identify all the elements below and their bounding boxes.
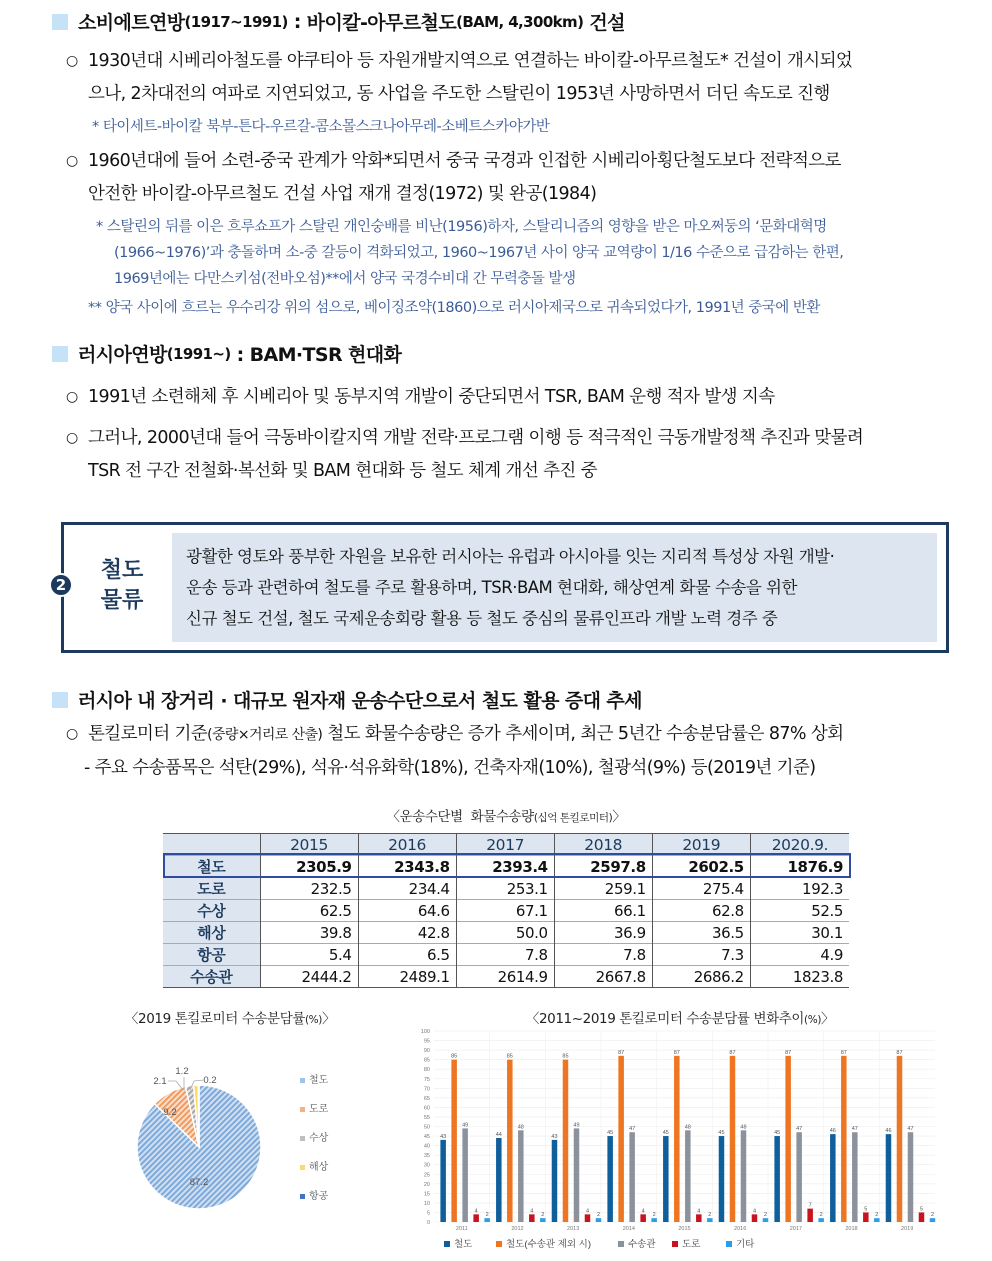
bar-value-label: 49 xyxy=(573,1122,580,1129)
y-tick-label: 55 xyxy=(423,1114,430,1121)
bar-value-label: 4 xyxy=(641,1208,645,1215)
y-tick-label: 75 xyxy=(423,1076,430,1083)
bar-value-label: 2 xyxy=(930,1212,935,1219)
bar xyxy=(440,1140,446,1222)
bullet-circle-icon: ○ xyxy=(66,430,78,446)
bar-value-label: 2 xyxy=(875,1212,879,1219)
pie-slice xyxy=(198,1085,199,1147)
legend-label: 항공 xyxy=(309,1191,329,1202)
y-tick-label: 15 xyxy=(423,1191,430,1198)
legend-label: 도로 xyxy=(682,1239,701,1250)
bullet-circle-icon: ○ xyxy=(66,389,78,405)
footnote-bam-route: * 타이세트-바이칼 북부-튼다-우르갈-콤소몰스크나아무레-소베트스카야가반 xyxy=(92,119,550,135)
bar xyxy=(484,1218,490,1222)
x-tick-label: 2017 xyxy=(789,1226,802,1232)
bar-value-label: 87 xyxy=(785,1049,792,1056)
bar-value-label: 4 xyxy=(585,1208,590,1215)
bar xyxy=(607,1136,613,1222)
y-tick-label: 85 xyxy=(423,1057,430,1064)
pie-slices xyxy=(137,1085,261,1209)
y-tick-label: 10 xyxy=(423,1200,430,1207)
bar xyxy=(874,1218,880,1222)
bar xyxy=(707,1218,713,1222)
bar xyxy=(763,1218,769,1222)
y-tick-label: 0 xyxy=(426,1220,430,1226)
bar xyxy=(930,1218,936,1222)
legend-swatch xyxy=(672,1241,678,1247)
section-heading-soviet: 소비에트연방 (1917~1991) : 바이칼-아무르철도 (BAM, 4,300km) 건설 xyxy=(52,8,625,35)
bar-value-label: 87 xyxy=(729,1049,736,1056)
legend-label: 철도 xyxy=(309,1075,329,1086)
bar xyxy=(807,1209,813,1222)
table-header-row: 2015 2016 2017 2018 2019 2020.9. xyxy=(163,834,849,856)
modal-share-pie-chart xyxy=(110,1030,370,1230)
bar xyxy=(507,1060,513,1222)
bar xyxy=(774,1136,780,1222)
bar-value-label: 2 xyxy=(763,1212,768,1219)
bar-value-label: 7 xyxy=(808,1202,812,1209)
heading-square-icon xyxy=(52,14,68,30)
legend-label: 철도 xyxy=(454,1239,473,1250)
bar-value-label: 47 xyxy=(851,1126,858,1133)
bar xyxy=(852,1132,858,1222)
bar xyxy=(529,1214,535,1222)
bar-value-label: 46 xyxy=(885,1128,892,1135)
table-caption: 〈운송수단별 화물수송량(십억 톤킬로미터)〉 xyxy=(386,809,626,825)
bar-value-label: 87 xyxy=(896,1049,903,1056)
y-tick-label: 80 xyxy=(423,1067,430,1074)
legend-swatch xyxy=(300,1107,305,1112)
bar-caption: 〈2011~2019 톤킬로미터 수송분담률 변화추이(%)〉 xyxy=(525,1011,835,1027)
bar-value-label: 85 xyxy=(451,1053,458,1060)
pie-value-label: 2.1 xyxy=(153,1076,167,1087)
y-tick-label: 65 xyxy=(423,1095,430,1102)
x-tick-label: 2011 xyxy=(455,1226,468,1232)
bar xyxy=(651,1218,657,1222)
legend-swatch xyxy=(726,1241,732,1247)
bullet-circle-icon: ○ xyxy=(66,726,78,742)
y-tick-label: 20 xyxy=(423,1181,430,1188)
sub-bullet-main-cargo: - 주요 수송품목은 석탄(29%), 석유·석유화학(18%), 건축자재(10%), 철광석(9%) 등(2019년 기준) xyxy=(84,758,816,778)
bar xyxy=(696,1214,702,1222)
bar-value-label: 87 xyxy=(618,1049,625,1056)
bar-value-label: 48 xyxy=(740,1124,747,1131)
section-number-badge: 2 xyxy=(49,573,73,597)
y-tick-label: 70 xyxy=(423,1086,430,1093)
x-tick-label: 2014 xyxy=(622,1226,635,1232)
bar xyxy=(886,1134,892,1222)
x-tick-label: 2016 xyxy=(734,1226,747,1232)
bar xyxy=(830,1134,836,1222)
bar xyxy=(574,1128,580,1222)
bar-value-label: 48 xyxy=(517,1124,524,1131)
legend-label: 해상 xyxy=(309,1162,329,1173)
bar xyxy=(596,1218,602,1222)
bar xyxy=(640,1214,646,1222)
table-row: 철도 2305.9 2343.8 2393.4 2597.8 2602.5 1876.9 xyxy=(163,856,849,878)
bar xyxy=(752,1214,758,1222)
y-tick-label: 100 xyxy=(420,1029,430,1035)
heading-square-icon xyxy=(52,692,68,708)
pie-caption: 〈2019 톤킬로미터 수송분담률(%)〉 xyxy=(124,1011,336,1027)
table-row: 수송관 2444.2 2489.1 2614.9 2667.8 2686.2 1823.8 xyxy=(163,966,849,988)
bar-value-label: 2 xyxy=(819,1212,823,1219)
x-tick-label: 2019 xyxy=(901,1226,914,1232)
bar xyxy=(674,1056,680,1222)
bar-value-label: 4 xyxy=(530,1208,534,1215)
y-tick-label: 95 xyxy=(423,1038,430,1045)
bar xyxy=(473,1214,479,1222)
bullet-tonkm-share: ○ 톤킬로미터 기준(중량×거리로 산출) 철도 화물수송량은 증가 추세이며, 최근 5년간 수송분담률은 87% 상회 xyxy=(66,718,951,752)
legend-swatch xyxy=(618,1241,624,1247)
bar-value-label: 2 xyxy=(596,1212,601,1219)
bar xyxy=(919,1212,925,1222)
bullet-modernization: ○ 그러나, 2000년대 들어 극동바이칼지역 개발 전략·프로그램 이행 등 적극적인 극동개발정책 추진과 맞물려 TSR 전 구간 전철화·복선화 및 BAM 현대화 등 철도 체계 개선 추진 중 xyxy=(66,422,951,488)
y-tick-label: 50 xyxy=(423,1124,430,1131)
bar-value-label: 43 xyxy=(551,1133,558,1140)
bar-value-label: 43 xyxy=(440,1133,447,1140)
table-row: 항공 5.4 6.5 7.8 7.8 7.3 4.9 xyxy=(163,944,849,966)
y-tick-label: 60 xyxy=(423,1105,430,1112)
bar-value-label: 45 xyxy=(662,1130,669,1137)
x-tick-label: 2013 xyxy=(567,1226,580,1232)
bar xyxy=(908,1132,914,1222)
y-tick-label: 5 xyxy=(426,1210,430,1217)
bar-value-label: 5 xyxy=(919,1206,924,1213)
bar-legend xyxy=(444,1238,755,1250)
table-row: 도로 232.5 234.4 253.1 259.1 275.4 192.3 xyxy=(163,878,849,900)
y-tick-label: 90 xyxy=(423,1048,430,1055)
heading-square-icon xyxy=(52,346,68,362)
bar xyxy=(796,1132,802,1222)
bar xyxy=(897,1056,903,1222)
bar xyxy=(451,1060,457,1222)
legend-label: 수상 xyxy=(309,1133,329,1144)
bar xyxy=(841,1056,847,1222)
bar xyxy=(540,1218,546,1222)
footnote-damansky-island: ** 양국 사이에 흐르는 우수리강 위의 섬으로, 베이징조약(1860)으로 러시아제국으로 귀속되었다가, 1991년 중국에 반환 xyxy=(88,300,820,316)
bar xyxy=(663,1136,669,1222)
bar-value-label: 44 xyxy=(495,1131,502,1138)
bar-value-label: 4 xyxy=(474,1208,478,1215)
legend-label: 기타 xyxy=(736,1239,755,1250)
legend-swatch xyxy=(300,1078,305,1083)
legend-swatch xyxy=(300,1136,305,1141)
bar xyxy=(496,1138,502,1222)
bar-value-label: 85 xyxy=(506,1053,513,1060)
pie-value-label: 1.2 xyxy=(175,1066,189,1077)
legend-swatch xyxy=(496,1241,502,1247)
legend-label: 철도(수송관 제외 시) xyxy=(506,1239,592,1250)
x-tick-label: 2018 xyxy=(845,1226,858,1232)
section-heading-russian-federation: 러시아연방 (1991~) : BAM·TSR 현대화 xyxy=(52,340,401,367)
bar-value-label: 47 xyxy=(629,1126,636,1133)
bar xyxy=(818,1218,824,1222)
bar xyxy=(629,1132,635,1222)
summary-box-body: 광활한 영토와 풍부한 자원을 보유한 러시아는 유럽과 아시아를 잇는 지리적 특성상 자원 개발· 운송 등과 관련하여 철도를 주로 활용하며, TSR·BAM 현대화, 해상연계 화물 수송을 위한 신규 철도 건설, 철도 국제운송회랑 활용 등 철도 중심의 물류인프라 개발 노력 경주 중 xyxy=(172,533,937,642)
bar-value-label: 4 xyxy=(697,1208,701,1215)
bar-value-label: 48 xyxy=(684,1124,691,1131)
table-row: 수상 62.5 64.6 67.1 66.1 62.8 52.5 xyxy=(163,900,849,922)
pie-value-label: 9.2 xyxy=(163,1107,177,1118)
bullet-post-soviet-deficit: ○ 1991년 소련해체 후 시베리아 및 동부지역 개발이 중단되면서 TSR, BAM 운행 적자 발생 지속 xyxy=(66,381,951,414)
table-row: 해상 39.8 42.8 50.0 36.9 36.5 30.1 xyxy=(163,922,849,944)
bar xyxy=(618,1056,624,1222)
legend-swatch xyxy=(300,1165,305,1170)
y-tick-label: 25 xyxy=(423,1172,430,1179)
bar xyxy=(552,1140,558,1222)
bar xyxy=(585,1214,591,1222)
bar xyxy=(741,1130,747,1222)
bar-value-label: 46 xyxy=(829,1128,836,1135)
bar-value-label: 87 xyxy=(840,1049,847,1056)
freight-volume-table xyxy=(163,833,849,988)
x-tick-label: 2012 xyxy=(511,1226,524,1232)
y-tick-label: 40 xyxy=(423,1143,430,1150)
y-tick-label: 35 xyxy=(423,1153,430,1160)
pie-legend xyxy=(300,1073,329,1202)
footnote-cultural-revolution: * 스탈린의 뒤를 이은 흐루쇼프가 스탈린 개인숭배를 비난(1956)하자, 스탈리니즘의 영향을 받은 마오쩌둥의 ‘문화대혁명 (1966~1976)’과 충돌하며 소-중 갈등이 격화되었고, 1960~1967년 사이 양국 교역량이 1/16 수준으로 급감하는 한편, 1969년에는 다만스키섬(전바오섬)**에서 양국 국경수비대 간 무력충돌 발생 xyxy=(96,219,844,287)
summary-box-title: 철도 물류 xyxy=(100,558,144,613)
bar xyxy=(685,1130,691,1222)
bar-value-label: 2 xyxy=(485,1212,489,1219)
bullet-circle-icon: ○ xyxy=(66,53,78,69)
bar-value-label: 49 xyxy=(462,1122,469,1129)
bullet-circle-icon: ○ xyxy=(66,153,78,169)
bar-value-label: 47 xyxy=(907,1126,914,1133)
bar-value-label: 85 xyxy=(562,1053,569,1060)
bullet-sino-soviet: ○ 1960년대에 들어 소련-중국 관계가 악화*되면서 중국 국경과 인접한 시베리아횡단철도보다 전략적으로 안전한 바이칼-아무르철도 건설 사업 재개 결정(1972) 및 완공(1984) xyxy=(66,145,951,211)
bar xyxy=(719,1136,725,1222)
pie-value-label: 87.2 xyxy=(189,1177,209,1188)
modal-share-trend-bar-chart xyxy=(410,1025,940,1261)
bar-value-label: 4 xyxy=(752,1208,757,1215)
bar xyxy=(518,1130,524,1222)
bar xyxy=(563,1060,569,1222)
legend-swatch xyxy=(300,1194,305,1199)
bar xyxy=(730,1056,736,1222)
legend-label: 수송관 xyxy=(628,1239,656,1250)
section-heading-rail-trend: 러시아 내 장거리 · 대규모 원자재 운송수단으로서 철도 활용 증대 추세 xyxy=(52,686,642,713)
bullet-bam-construction: ○ 1930년대 시베리아철도를 야쿠티아 등 자원개발지역으로 연결하는 바이칼-아무르철도* 건설이 개시되었 으나, 2차대전의 여파로 지연되었고, 동 사업을 주도한 스탈린이 1953년 사망하면서 더딘 속도로 진행 xyxy=(66,45,951,111)
y-tick-label: 45 xyxy=(423,1134,430,1141)
x-tick-label: 2015 xyxy=(678,1226,691,1232)
legend-label: 도로 xyxy=(309,1104,329,1115)
bar-value-label: 87 xyxy=(673,1049,680,1056)
bar-value-label: 45 xyxy=(607,1130,614,1137)
bar xyxy=(462,1128,468,1222)
bar-value-label: 45 xyxy=(718,1130,725,1137)
bar-value-label: 45 xyxy=(774,1130,781,1137)
bar-value-label: 47 xyxy=(796,1126,803,1133)
bar xyxy=(863,1212,869,1222)
bar xyxy=(785,1056,791,1222)
bar-value-label: 2 xyxy=(541,1212,545,1219)
legend-swatch xyxy=(444,1241,450,1247)
bar-series xyxy=(440,1050,935,1232)
pie-value-label: 0.2 xyxy=(203,1075,217,1086)
bar-value-label: 5 xyxy=(864,1206,868,1213)
y-tick-label: 30 xyxy=(423,1162,430,1169)
bar-value-label: 2 xyxy=(708,1212,712,1219)
bar-value-label: 2 xyxy=(652,1212,656,1219)
